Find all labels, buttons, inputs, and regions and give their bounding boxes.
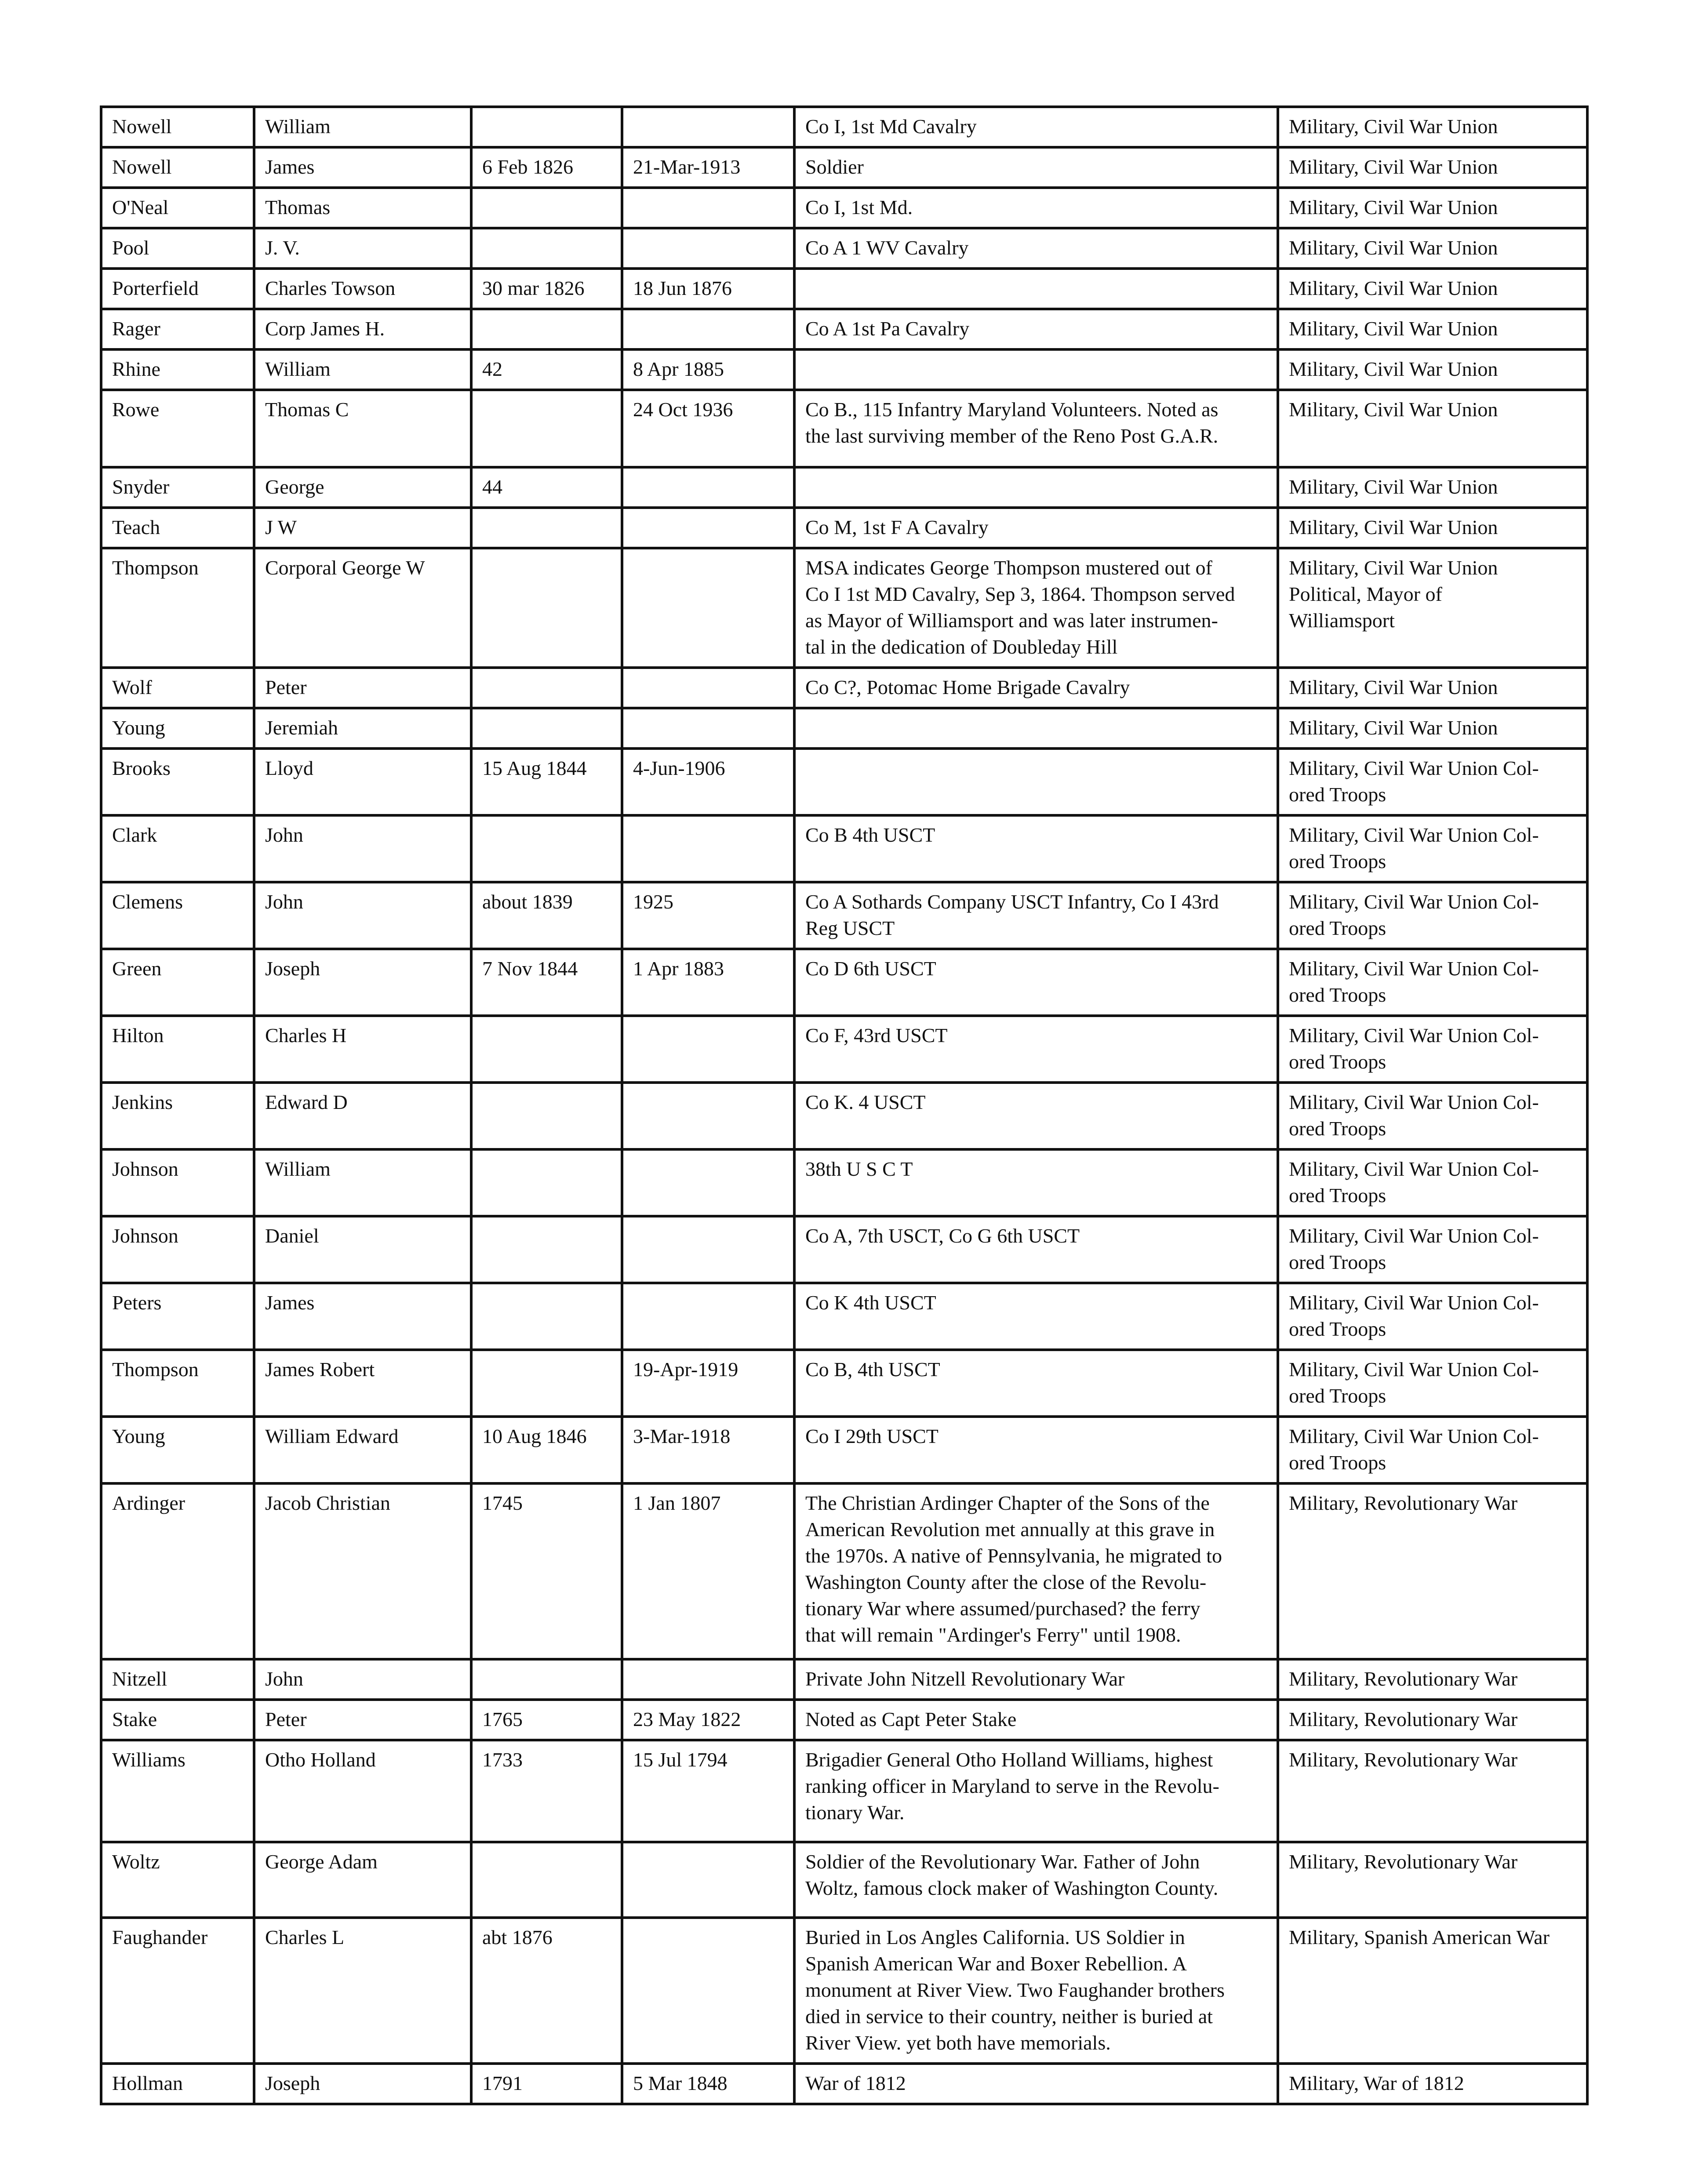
first-name-cell: William xyxy=(254,1149,471,1216)
category-cell: Military, Civil War Union Col- ored Troops xyxy=(1278,882,1587,949)
first-name-cell: William xyxy=(254,349,471,390)
category-cell: Military, Civil War Union Col- ored Troops xyxy=(1278,1350,1587,1417)
first-name-cell: William Edward xyxy=(254,1417,471,1483)
death-cell xyxy=(622,1659,794,1700)
death-cell xyxy=(622,1918,794,2064)
death-cell: 15 Jul 1794 xyxy=(622,1740,794,1842)
table-row xyxy=(101,708,1587,749)
birth-cell xyxy=(471,1216,622,1283)
birth-cell xyxy=(471,1083,622,1149)
death-cell xyxy=(622,1149,794,1216)
notes-cell: Buried in Los Angles California. US Soldier in Spanish American War and Boxer Rebellion. A monument at River View. Two Faughander brothers died in service to their country, neither is buried at River View. yet both have memorials. xyxy=(794,1918,1278,2064)
category-cell: Military, Civil War Union xyxy=(1278,467,1587,508)
last-name-cell: Hollman xyxy=(101,2064,254,2104)
death-cell: 24 Oct 1936 xyxy=(622,390,794,467)
category-cell: Military, Civil War Union Col- ored Troops xyxy=(1278,1083,1587,1149)
birth-cell xyxy=(471,1283,622,1350)
death-cell xyxy=(622,107,794,147)
last-name-cell: Nowell xyxy=(101,107,254,147)
last-name-cell: O'Neal xyxy=(101,188,254,228)
roster-body xyxy=(101,107,1587,2104)
death-cell: 1 Apr 1883 xyxy=(622,949,794,1016)
notes-cell: Noted as Capt Peter Stake xyxy=(794,1700,1278,1740)
birth-cell xyxy=(471,228,622,269)
last-name-cell: Teach xyxy=(101,508,254,548)
notes-cell: Brigadier General Otho Holland Williams, highest ranking officer in Maryland to serve in the Revolu- tionary War. xyxy=(794,1740,1278,1842)
first-name-cell: Thomas C xyxy=(254,390,471,467)
first-name-cell: J. V. xyxy=(254,228,471,269)
table-row xyxy=(101,107,1587,147)
death-cell: 23 May 1822 xyxy=(622,1700,794,1740)
last-name-cell: Hilton xyxy=(101,1016,254,1083)
death-cell xyxy=(622,228,794,269)
notes-cell: Co A, 7th USCT, Co G 6th USCT xyxy=(794,1216,1278,1283)
table-row xyxy=(101,349,1587,390)
last-name-cell: Peters xyxy=(101,1283,254,1350)
notes-cell: Co I, 1st Md Cavalry xyxy=(794,107,1278,147)
table-row xyxy=(101,1216,1587,1283)
notes-cell xyxy=(794,349,1278,390)
table-row xyxy=(101,269,1587,309)
death-cell xyxy=(622,708,794,749)
first-name-cell: Jacob Christian xyxy=(254,1483,471,1659)
table-row xyxy=(101,2064,1587,2104)
notes-cell xyxy=(794,749,1278,815)
death-cell: 18 Jun 1876 xyxy=(622,269,794,309)
category-cell: Military, Civil War Union Col- ored Troops xyxy=(1278,1016,1587,1083)
category-cell: Military, Civil War Union xyxy=(1278,309,1587,349)
notes-cell: Co I, 1st Md. xyxy=(794,188,1278,228)
notes-cell: Co B 4th USCT xyxy=(794,815,1278,882)
category-cell: Military, Revolutionary War xyxy=(1278,1659,1587,1700)
last-name-cell: Stake xyxy=(101,1700,254,1740)
death-cell: 1 Jan 1807 xyxy=(622,1483,794,1659)
birth-cell xyxy=(471,1842,622,1918)
last-name-cell: Clark xyxy=(101,815,254,882)
death-cell xyxy=(622,1842,794,1918)
death-cell xyxy=(622,1083,794,1149)
last-name-cell: Rowe xyxy=(101,390,254,467)
first-name-cell: Otho Holland xyxy=(254,1740,471,1842)
notes-cell: Co M, 1st F A Cavalry xyxy=(794,508,1278,548)
death-cell: 5 Mar 1848 xyxy=(622,2064,794,2104)
last-name-cell: Clemens xyxy=(101,882,254,949)
death-cell: 4-Jun-1906 xyxy=(622,749,794,815)
category-cell: Military, Civil War Union xyxy=(1278,147,1587,188)
birth-cell xyxy=(471,668,622,708)
first-name-cell: Daniel xyxy=(254,1216,471,1283)
last-name-cell: Snyder xyxy=(101,467,254,508)
table-row xyxy=(101,949,1587,1016)
notes-cell: Co K. 4 USCT xyxy=(794,1083,1278,1149)
category-cell: Military, Civil War Union xyxy=(1278,269,1587,309)
category-cell: Military, Civil War Union xyxy=(1278,508,1587,548)
last-name-cell: Brooks xyxy=(101,749,254,815)
birth-cell: 10 Aug 1846 xyxy=(471,1417,622,1483)
table-row xyxy=(101,390,1587,467)
notes-cell: Co I 29th USCT xyxy=(794,1417,1278,1483)
category-cell: Military, War of 1812 xyxy=(1278,2064,1587,2104)
death-cell xyxy=(622,1283,794,1350)
birth-cell: 7 Nov 1844 xyxy=(471,949,622,1016)
last-name-cell: Porterfield xyxy=(101,269,254,309)
table-row xyxy=(101,309,1587,349)
category-cell: Military, Revolutionary War xyxy=(1278,1700,1587,1740)
birth-cell: 1791 xyxy=(471,2064,622,2104)
death-cell xyxy=(622,188,794,228)
first-name-cell: George Adam xyxy=(254,1842,471,1918)
table-row xyxy=(101,668,1587,708)
first-name-cell: James xyxy=(254,147,471,188)
notes-cell: Co B, 4th USCT xyxy=(794,1350,1278,1417)
category-cell: Military, Civil War Union Col- ored Troops xyxy=(1278,1149,1587,1216)
last-name-cell: Pool xyxy=(101,228,254,269)
category-cell: Military, Civil War Union Col- ored Troops xyxy=(1278,1216,1587,1283)
table-row xyxy=(101,1417,1587,1483)
table-row xyxy=(101,1700,1587,1740)
document-page xyxy=(100,105,1586,2105)
death-cell xyxy=(622,1216,794,1283)
birth-cell: 42 xyxy=(471,349,622,390)
last-name-cell: Wolf xyxy=(101,668,254,708)
category-cell: Military, Civil War Union xyxy=(1278,188,1587,228)
notes-cell: The Christian Ardinger Chapter of the Sons of the American Revolution met annually at this grave in the 1970s. A native of Pennsylvania, he migrated to Washington County after the close of the Revolu- tionary War where assumed/purchased? the ferry that will remain "Ardinger's Ferry" until 1908. xyxy=(794,1483,1278,1659)
birth-cell xyxy=(471,390,622,467)
birth-cell xyxy=(471,1659,622,1700)
death-cell: 21-Mar-1913 xyxy=(622,147,794,188)
notes-cell xyxy=(794,269,1278,309)
birth-cell xyxy=(471,1016,622,1083)
table-row xyxy=(101,749,1587,815)
first-name-cell: J W xyxy=(254,508,471,548)
death-cell: 19-Apr-1919 xyxy=(622,1350,794,1417)
last-name-cell: Nowell xyxy=(101,147,254,188)
category-cell: Military, Civil War Union Political, Mayor of Williamsport xyxy=(1278,548,1587,668)
last-name-cell: Faughander xyxy=(101,1918,254,2064)
table-row xyxy=(101,882,1587,949)
notes-cell: Soldier of the Revolutionary War. Father of John Woltz, famous clock maker of Washington County. xyxy=(794,1842,1278,1918)
category-cell: Military, Civil War Union Col- ored Troops xyxy=(1278,815,1587,882)
birth-cell xyxy=(471,309,622,349)
birth-cell: 15 Aug 1844 xyxy=(471,749,622,815)
birth-cell xyxy=(471,188,622,228)
table-row xyxy=(101,1016,1587,1083)
birth-cell xyxy=(471,1350,622,1417)
birth-cell: 44 xyxy=(471,467,622,508)
birth-cell: 1765 xyxy=(471,1700,622,1740)
birth-cell: about 1839 xyxy=(471,882,622,949)
first-name-cell: Jeremiah xyxy=(254,708,471,749)
table-row xyxy=(101,188,1587,228)
burial-roster-table xyxy=(100,105,1589,2105)
death-cell xyxy=(622,548,794,668)
last-name-cell: Thompson xyxy=(101,1350,254,1417)
last-name-cell: Nitzell xyxy=(101,1659,254,1700)
category-cell: Military, Civil War Union Col- ored Troops xyxy=(1278,1283,1587,1350)
last-name-cell: Thompson xyxy=(101,548,254,668)
death-cell xyxy=(622,668,794,708)
table-row xyxy=(101,147,1587,188)
category-cell: Military, Revolutionary War xyxy=(1278,1842,1587,1918)
table-row xyxy=(101,1283,1587,1350)
death-cell: 8 Apr 1885 xyxy=(622,349,794,390)
death-cell xyxy=(622,467,794,508)
birth-cell xyxy=(471,708,622,749)
last-name-cell: Johnson xyxy=(101,1216,254,1283)
table-row xyxy=(101,1083,1587,1149)
last-name-cell: Green xyxy=(101,949,254,1016)
table-row xyxy=(101,228,1587,269)
birth-cell: abt 1876 xyxy=(471,1918,622,2064)
last-name-cell: Young xyxy=(101,1417,254,1483)
first-name-cell: Charles L xyxy=(254,1918,471,2064)
last-name-cell: Young xyxy=(101,708,254,749)
category-cell: Military, Civil War Union Col- ored Troops xyxy=(1278,749,1587,815)
table-row xyxy=(101,1740,1587,1842)
table-row xyxy=(101,1483,1587,1659)
table-row xyxy=(101,467,1587,508)
notes-cell: War of 1812 xyxy=(794,2064,1278,2104)
last-name-cell: Johnson xyxy=(101,1149,254,1216)
first-name-cell: John xyxy=(254,815,471,882)
first-name-cell: James Robert xyxy=(254,1350,471,1417)
table-row xyxy=(101,508,1587,548)
notes-cell xyxy=(794,467,1278,508)
table-row xyxy=(101,1659,1587,1700)
birth-cell: 30 mar 1826 xyxy=(471,269,622,309)
last-name-cell: Rhine xyxy=(101,349,254,390)
table-row xyxy=(101,1350,1587,1417)
first-name-cell: Charles Towson xyxy=(254,269,471,309)
first-name-cell: John xyxy=(254,882,471,949)
first-name-cell: Corporal George W xyxy=(254,548,471,668)
category-cell: Military, Civil War Union xyxy=(1278,349,1587,390)
category-cell: Military, Civil War Union xyxy=(1278,390,1587,467)
birth-cell: 1745 xyxy=(471,1483,622,1659)
category-cell: Military, Civil War Union xyxy=(1278,708,1587,749)
first-name-cell: William xyxy=(254,107,471,147)
category-cell: Military, Revolutionary War xyxy=(1278,1740,1587,1842)
notes-cell xyxy=(794,708,1278,749)
last-name-cell: Williams xyxy=(101,1740,254,1842)
birth-cell xyxy=(471,508,622,548)
birth-cell: 6 Feb 1826 xyxy=(471,147,622,188)
category-cell: Military, Spanish American War xyxy=(1278,1918,1587,2064)
table-row xyxy=(101,548,1587,668)
notes-cell: Co A 1 WV Cavalry xyxy=(794,228,1278,269)
notes-cell: MSA indicates George Thompson mustered out of Co I 1st MD Cavalry, Sep 3, 1864. Thompson served as Mayor of Williamsport and was later instrumen- tal in the dedication of Doubleday Hill xyxy=(794,548,1278,668)
first-name-cell: Corp James H. xyxy=(254,309,471,349)
notes-cell: Private John Nitzell Revolutionary War xyxy=(794,1659,1278,1700)
first-name-cell: Joseph xyxy=(254,949,471,1016)
last-name-cell: Ardinger xyxy=(101,1483,254,1659)
birth-cell: 1733 xyxy=(471,1740,622,1842)
notes-cell: Co D 6th USCT xyxy=(794,949,1278,1016)
category-cell: Military, Civil War Union Col- ored Troops xyxy=(1278,949,1587,1016)
first-name-cell: Thomas xyxy=(254,188,471,228)
notes-cell: Soldier xyxy=(794,147,1278,188)
birth-cell xyxy=(471,815,622,882)
category-cell: Military, Civil War Union Col- ored Troops xyxy=(1278,1417,1587,1483)
death-cell xyxy=(622,508,794,548)
first-name-cell: John xyxy=(254,1659,471,1700)
death-cell xyxy=(622,1016,794,1083)
first-name-cell: Charles H xyxy=(254,1016,471,1083)
table-row xyxy=(101,815,1587,882)
death-cell: 3-Mar-1918 xyxy=(622,1417,794,1483)
table-row xyxy=(101,1918,1587,2064)
last-name-cell: Jenkins xyxy=(101,1083,254,1149)
first-name-cell: Peter xyxy=(254,1700,471,1740)
birth-cell xyxy=(471,1149,622,1216)
notes-cell: Co C?, Potomac Home Brigade Cavalry xyxy=(794,668,1278,708)
table-row xyxy=(101,1149,1587,1216)
birth-cell xyxy=(471,107,622,147)
first-name-cell: Peter xyxy=(254,668,471,708)
notes-cell: Co A Sothards Company USCT Infantry, Co I 43rd Reg USCT xyxy=(794,882,1278,949)
first-name-cell: Edward D xyxy=(254,1083,471,1149)
category-cell: Military, Civil War Union xyxy=(1278,107,1587,147)
first-name-cell: Joseph xyxy=(254,2064,471,2104)
birth-cell xyxy=(471,548,622,668)
last-name-cell: Woltz xyxy=(101,1842,254,1918)
first-name-cell: James xyxy=(254,1283,471,1350)
notes-cell: Co K 4th USCT xyxy=(794,1283,1278,1350)
death-cell xyxy=(622,815,794,882)
death-cell xyxy=(622,309,794,349)
notes-cell: 38th U S C T xyxy=(794,1149,1278,1216)
category-cell: Military, Revolutionary War xyxy=(1278,1483,1587,1659)
death-cell: 1925 xyxy=(622,882,794,949)
category-cell: Military, Civil War Union xyxy=(1278,668,1587,708)
table-row xyxy=(101,1842,1587,1918)
notes-cell: Co A 1st Pa Cavalry xyxy=(794,309,1278,349)
notes-cell: Co B., 115 Infantry Maryland Volunteers. Noted as the last surviving member of the Reno Post G.A.R. xyxy=(794,390,1278,467)
first-name-cell: George xyxy=(254,467,471,508)
last-name-cell: Rager xyxy=(101,309,254,349)
category-cell: Military, Civil War Union xyxy=(1278,228,1587,269)
notes-cell: Co F, 43rd USCT xyxy=(794,1016,1278,1083)
first-name-cell: Lloyd xyxy=(254,749,471,815)
